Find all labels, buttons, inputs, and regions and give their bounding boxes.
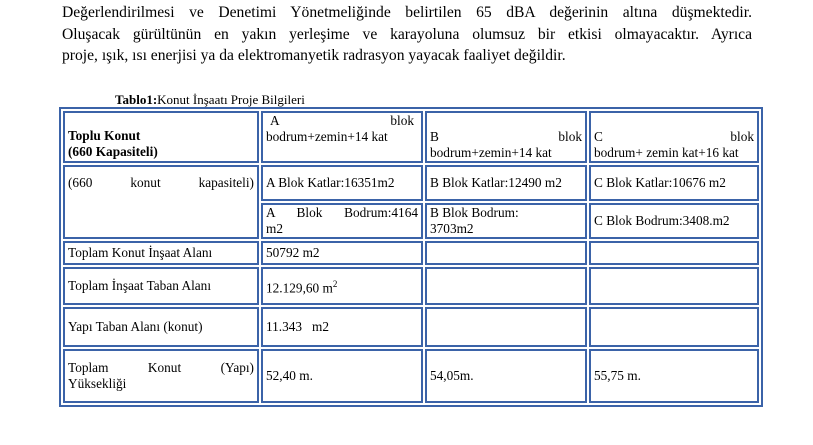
total-base-label: Toplam İnşaat Taban Alanı [63,267,259,305]
body-paragraph [62,2,752,67]
header-a-letter: A [270,113,280,128]
table-header-row [63,111,759,163]
basement-c: C Blok Bodrum:3408.m2 [589,203,759,239]
table-row [63,165,759,201]
header-c-blok: blok [730,129,754,144]
caption-text: Konut İnşaatı Proje Bilgileri [157,92,305,107]
table-row [63,349,759,403]
total-housing-label: Toplam Konut İnşaat Alanı [63,241,259,265]
capacity-label: (660 konut kapasiteli) [68,175,254,190]
basement-a-line2: m2 [266,221,283,236]
empty-cell [589,267,759,305]
height-label [63,349,259,403]
header-b-floors: bodrum+zemin+14 kat [430,145,552,160]
header-a-blok: blok [390,113,414,128]
header-b-blok: blok [558,129,582,144]
header-title: Toplu Konut [68,128,141,143]
table-row [63,241,759,265]
header-a-floors: bodrum+zemin+14 kat [266,129,388,144]
total-base-value [261,267,423,305]
height-b: 54,05m. [425,349,587,403]
height-c: 55,75 m. [589,349,759,403]
height-label-line1: Toplam Konut (Yapı) [68,360,254,375]
basement-b-line1: B Blok Bodrum: [430,205,519,220]
table-row [63,307,759,347]
floors-a: A Blok Katlar:16351m2 [261,165,423,201]
height-label-line2: Yüksekliği [68,376,127,391]
basement-a [261,203,423,239]
empty-cell [425,307,587,347]
basement-a-line1: A Blok Bodrum:4164 [266,205,418,220]
floors-b: B Blok Katlar:12490 m2 [425,165,587,201]
total-base-sup: 2 [332,278,338,289]
floors-c: C Blok Katlar:10676 m2 [589,165,759,201]
empty-cell [589,307,759,347]
header-block-a [261,111,423,163]
caption-label: Tablo1: [115,92,158,107]
paragraph-line-1: Değerlendirilmesi ve Denetimi Yönetmeliğinde belirtilen 65 dBA değerinin altına düşmektedir. [62,4,752,21]
basement-b [425,203,587,239]
empty-cell [425,267,587,305]
paragraph-line-2: Oluşacak gürültünün en yakın yerleşime ve karayoluna olumsuz bir etkisi olmayacaktır. Ayrıca [62,25,752,43]
header-c-floors: bodrum+ zemin kat+16 kat [594,145,739,160]
capacity-label-cell [63,165,259,239]
project-info-table [59,107,763,407]
paragraph-line-3: proje, ışık, ısı enerjisi ya da elektromanyetik radrasyon yayacak faaliyet değildir. [62,47,566,64]
total-housing-value: 50792 m2 [261,241,423,265]
header-capacity: (660 Kapasiteli) [68,144,158,159]
empty-cell [589,241,759,265]
header-block-c [589,111,759,163]
building-base-label: Yapı Taban Alanı (konut) [63,307,259,347]
building-base-value: 11.343 m2 [261,307,423,347]
basement-b-line2: 3703m2 [430,221,474,236]
height-a: 52,40 m. [261,349,423,403]
table-caption [115,92,305,108]
header-toplu-konut [63,111,259,163]
header-block-b [425,111,587,163]
table-row [63,267,759,305]
empty-cell [425,241,587,265]
total-base-number: 12.129,60 m [266,280,333,296]
header-c-letter: C [594,129,603,144]
header-b-letter: B [430,129,439,144]
